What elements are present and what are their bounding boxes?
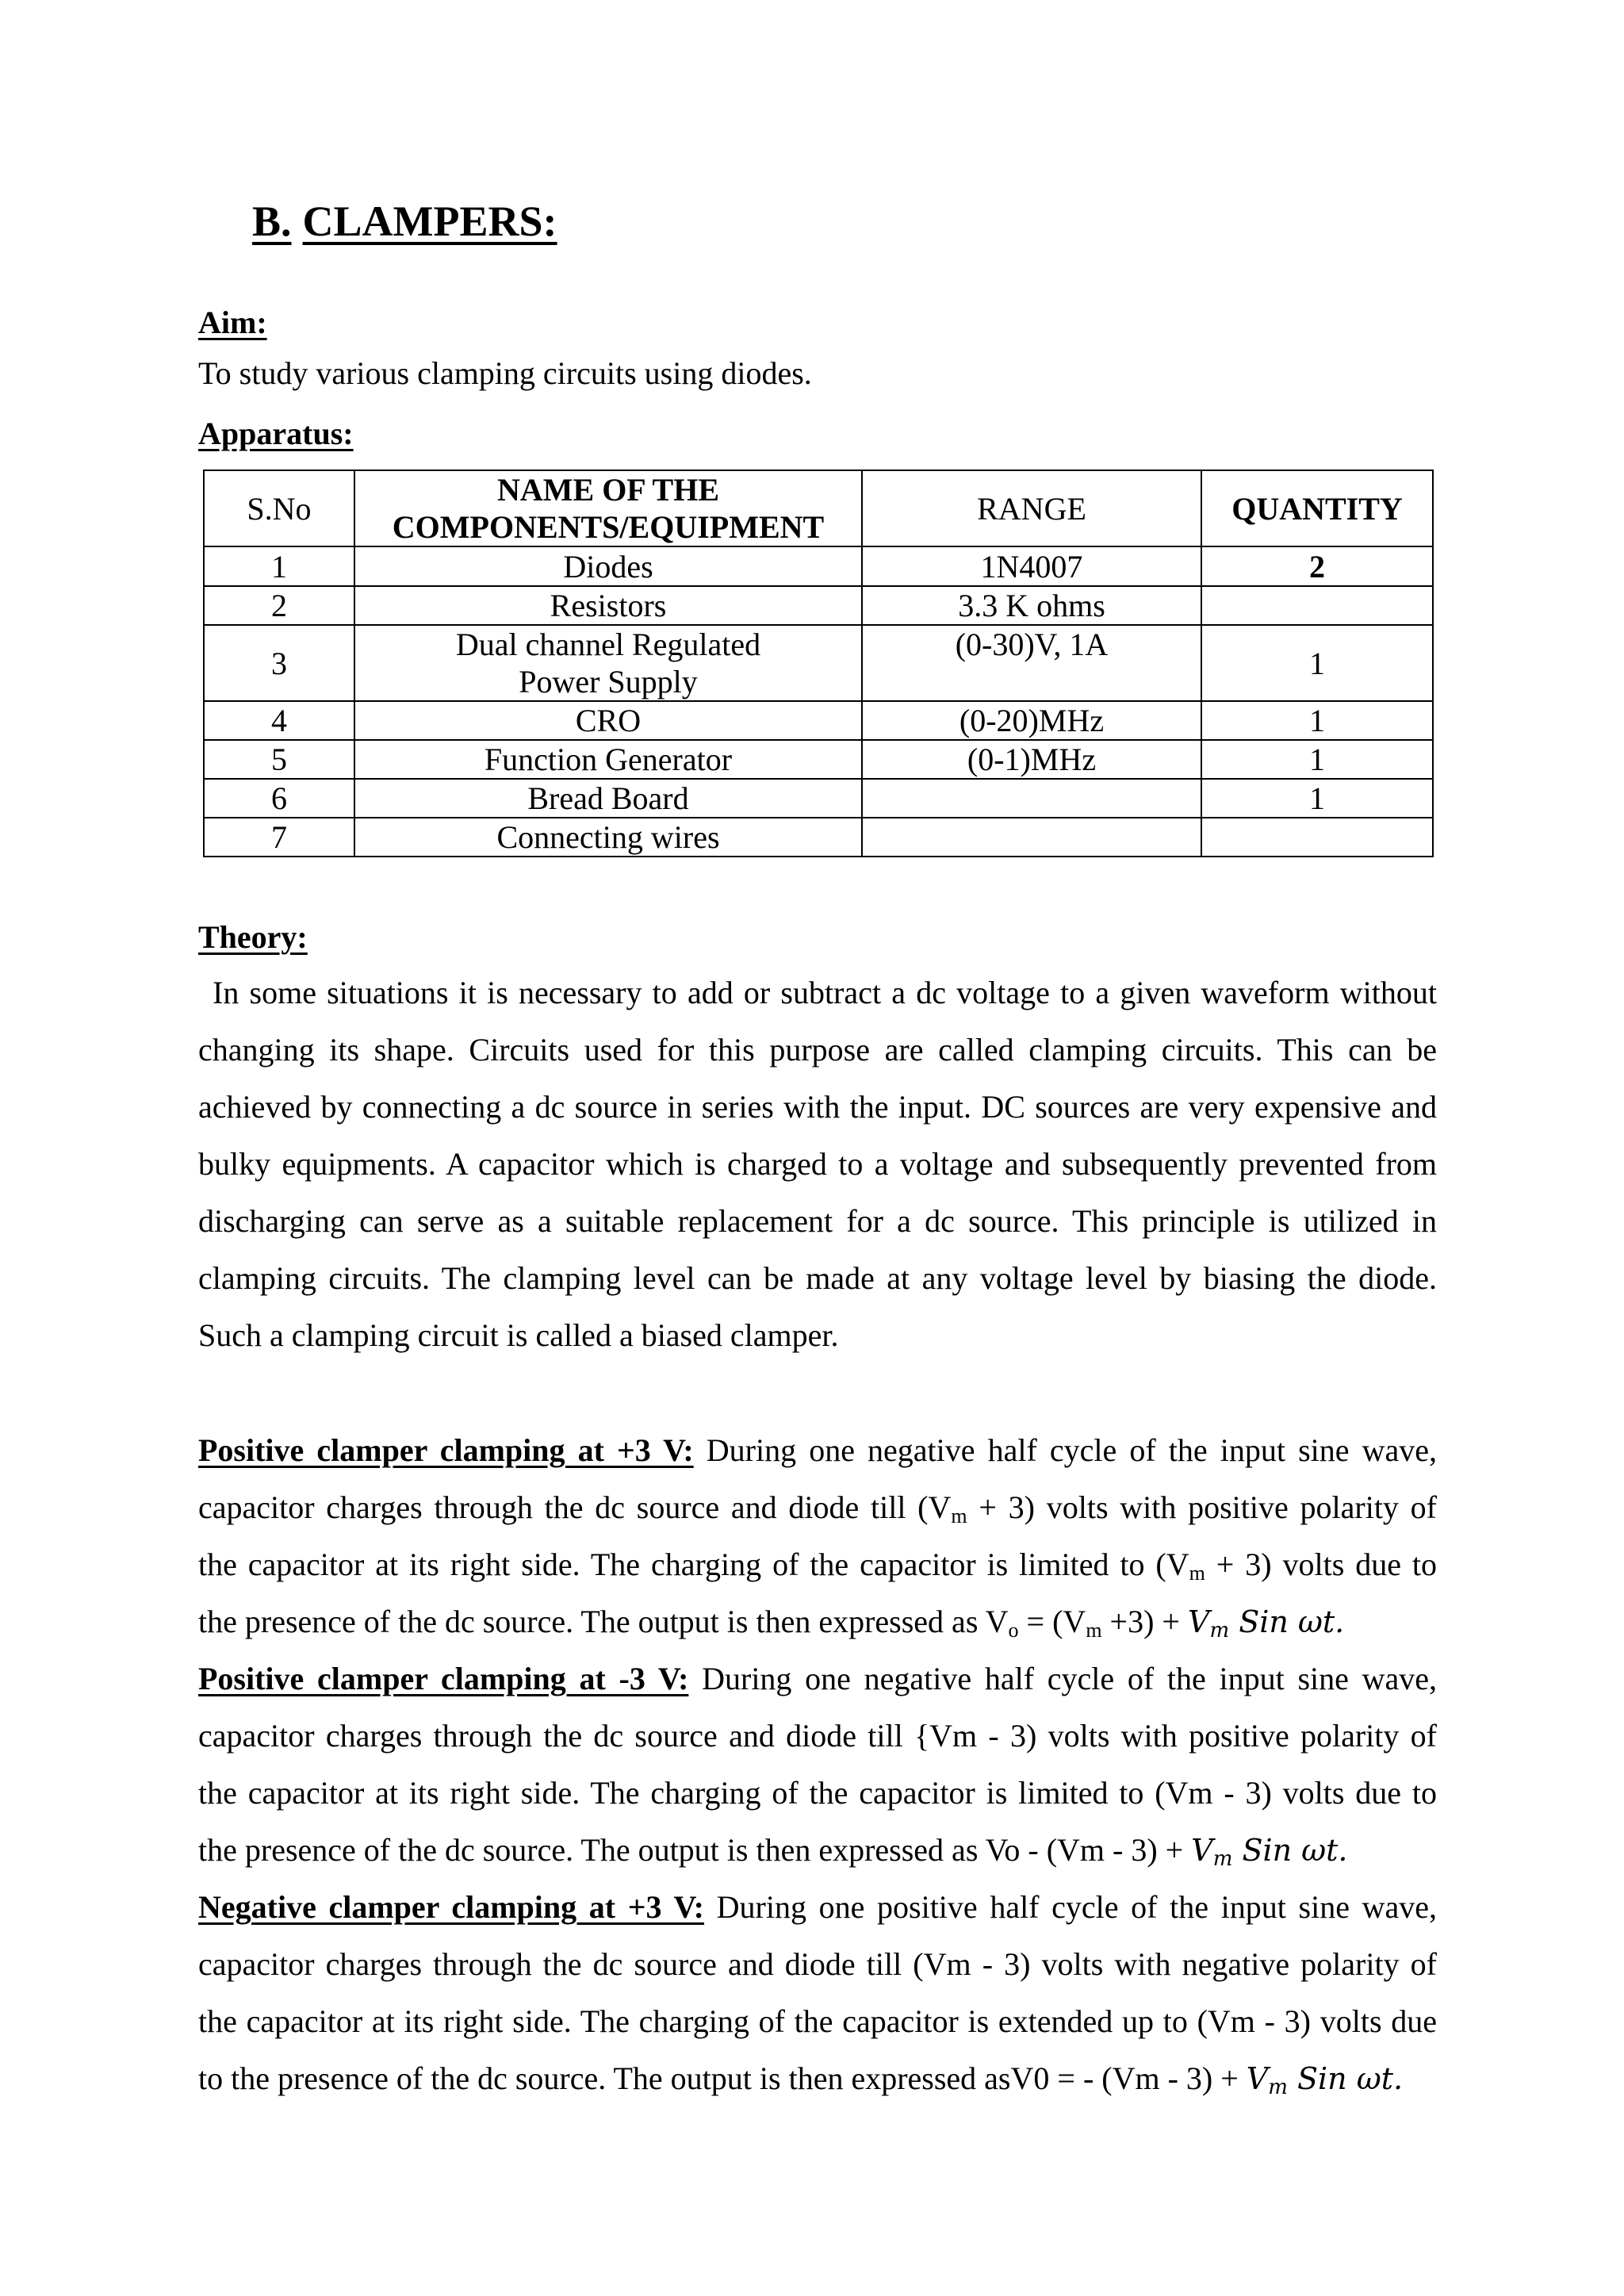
table-header-row: [204, 470, 1433, 546]
cell-range: (0-20)MHz: [862, 701, 1201, 740]
cell-name: Function Generator: [354, 740, 862, 779]
pos3-heading: Positive clamper clamping at +3 V:: [198, 1432, 694, 1468]
cell-sno: 4: [204, 701, 354, 740]
neg3-text: to the presence of the dc source. The output is then expressed asV0 = - (Vm - 3) +: [198, 2060, 1247, 2096]
neg3-text: During one positive half cycle of the input sine wave,: [704, 1889, 1437, 1925]
cell-quantity: 1: [1201, 740, 1433, 779]
cell-range: [862, 779, 1201, 818]
posm3-line: the capacitor at its right side. The charging of the capacitor is limited to (Vm - 3) volts due to: [198, 1775, 1437, 1811]
table-row: [204, 546, 1433, 586]
table-row: [204, 586, 1433, 625]
subscript: m: [1209, 1619, 1230, 1642]
cell-range: (0-30)V, 1A: [862, 625, 1201, 701]
formula: [1187, 1604, 1345, 1642]
neg3-line: the capacitor at its right side. The charging of the capacitor is extended up to (Vm - 3) volts due: [198, 2003, 1437, 2039]
cell-name: Dual channel Regulated Power Supply: [354, 625, 862, 701]
pos3-text: During one negative half cycle of the input sine wave,: [693, 1432, 1437, 1468]
cell-range: [862, 818, 1201, 857]
pos3-text: + 3) volts with positive polarity of: [967, 1489, 1437, 1525]
theory-line: discharging can serve as a suitable replacement for a dc source. This principle is utilized in: [198, 1203, 1437, 1239]
cell-sno: 5: [204, 740, 354, 779]
posm3-heading: Positive clamper clamping at -3 V:: [198, 1661, 689, 1696]
table-row: [204, 625, 1433, 701]
cell-range: (0-1)MHz: [862, 740, 1201, 779]
clamper-descriptions: [198, 1422, 1437, 2107]
aim-text: To study various clamping circuits using diodes.: [198, 355, 812, 391]
apparatus-table: [203, 470, 1434, 857]
pos3-text: +3) +: [1101, 1604, 1188, 1639]
header-quantity: QUANTITY: [1201, 470, 1433, 546]
pos3-line: [198, 1422, 1437, 1479]
section-title-text: CLAMPERS:: [302, 197, 557, 245]
theory-line: clamping circuits. The clamping level can be made at any voltage level by biasing the diode.: [198, 1260, 1437, 1296]
cell-quantity: 1: [1201, 779, 1433, 818]
theory-heading: Theory:: [198, 919, 308, 955]
subscript: o: [1008, 1619, 1019, 1642]
header-name-line1: NAME OF THE: [496, 472, 720, 508]
cell-name: Bread Board: [354, 779, 862, 818]
cell-sno: 1: [204, 546, 354, 586]
theory-line: bulky equipments. A capacitor which is charged to a voltage and subsequently prevented from: [198, 1146, 1437, 1182]
posm3-text: During one negative half cycle of the input sine wave,: [688, 1661, 1437, 1696]
cell-quantity: 1: [1201, 701, 1433, 740]
formula-v: V: [1191, 1833, 1213, 1868]
section-prefix: B.: [252, 197, 292, 245]
pos3-text: the presence of the dc source. The output is then expressed as V: [198, 1604, 1009, 1639]
pos3-text: = (V: [1018, 1604, 1086, 1639]
formula: [1191, 1833, 1348, 1871]
pos3-text: capacitor charges through the dc source and diode till (V: [198, 1489, 952, 1525]
cell-range: 1N4007: [862, 546, 1201, 586]
header-name-line2: COMPONENTS/EQUIPMENT: [392, 509, 825, 545]
pos3-line: [198, 1593, 1437, 1650]
cell-name: CRO: [354, 701, 862, 740]
table-row: [204, 701, 1433, 740]
table-row: [204, 779, 1433, 818]
pos3-text: the capacitor at its right side. The charging of the capacitor is limited to (V: [198, 1547, 1189, 1582]
cell-sno: 3: [204, 625, 354, 701]
header-sno: S.No: [204, 470, 354, 546]
cell-sno: 2: [204, 586, 354, 625]
subscript: m: [951, 1504, 967, 1527]
theory-paragraph: [198, 964, 1437, 1364]
cell-quantity: [1201, 586, 1433, 625]
neg3-line: [198, 2050, 1437, 2107]
subscript: m: [1268, 2076, 1288, 2099]
cell-name: Diodes: [354, 546, 862, 586]
aim-heading: Aim:: [198, 305, 267, 340]
table-row: [204, 818, 1433, 857]
neg3-line: [198, 1879, 1437, 1936]
theory-line: In some situations it is necessary to add or subtract a dc voltage to a given waveform without: [213, 975, 1437, 1010]
header-name: [354, 470, 862, 546]
formula-v: V: [1187, 1604, 1210, 1639]
subscript: m: [1189, 1562, 1205, 1585]
posm3-line: capacitor charges through the dc source and diode till {Vm - 3) volts with positive polarity of: [198, 1718, 1437, 1754]
subscript: m: [1212, 1847, 1233, 1871]
cell-name: Resistors: [354, 586, 862, 625]
posm3-line: [198, 1650, 1437, 1708]
pos3-text: + 3) volts due to: [1205, 1547, 1437, 1582]
formula: [1246, 2061, 1404, 2099]
formula-v: V: [1246, 2061, 1269, 2096]
cell-range: 3.3 K ohms: [862, 586, 1201, 625]
posm3-line: [198, 1822, 1437, 1879]
section-title: [252, 197, 557, 246]
pos3-line: [198, 1479, 1437, 1536]
formula-sin: Sin ωt.: [1297, 2061, 1404, 2096]
pos3-line: [198, 1536, 1437, 1593]
header-range: RANGE: [862, 470, 1201, 546]
formula-sin: Sin ωt.: [1239, 1604, 1345, 1639]
cell-quantity: [1201, 818, 1433, 857]
table-row: [204, 740, 1433, 779]
cell-sno: 6: [204, 779, 354, 818]
cell-quantity: 1: [1201, 625, 1433, 701]
cell-quantity: 2: [1201, 546, 1433, 586]
neg3-heading: Negative clamper clamping at +3 V:: [198, 1889, 704, 1925]
neg3-line: capacitor charges through the dc source and diode till (Vm - 3) volts with negative polarity of: [198, 1946, 1437, 1982]
formula-sin: Sin ωt.: [1242, 1833, 1348, 1868]
theory-line: Such a clamping circuit is called a biased clamper.: [198, 1317, 839, 1353]
cell-name: Connecting wires: [354, 818, 862, 857]
subscript: m: [1086, 1619, 1102, 1642]
theory-line: achieved by connecting a dc source in series with the input. DC sources are very expensive and: [198, 1089, 1437, 1125]
cell-sno: 7: [204, 818, 354, 857]
theory-line: changing its shape. Circuits used for this purpose are called clamping circuits. This can be: [198, 1032, 1437, 1068]
posm3-text: the presence of the dc source. The output is then expressed as Vo - (Vm - 3) +: [198, 1832, 1192, 1868]
apparatus-heading: Apparatus:: [198, 416, 354, 451]
